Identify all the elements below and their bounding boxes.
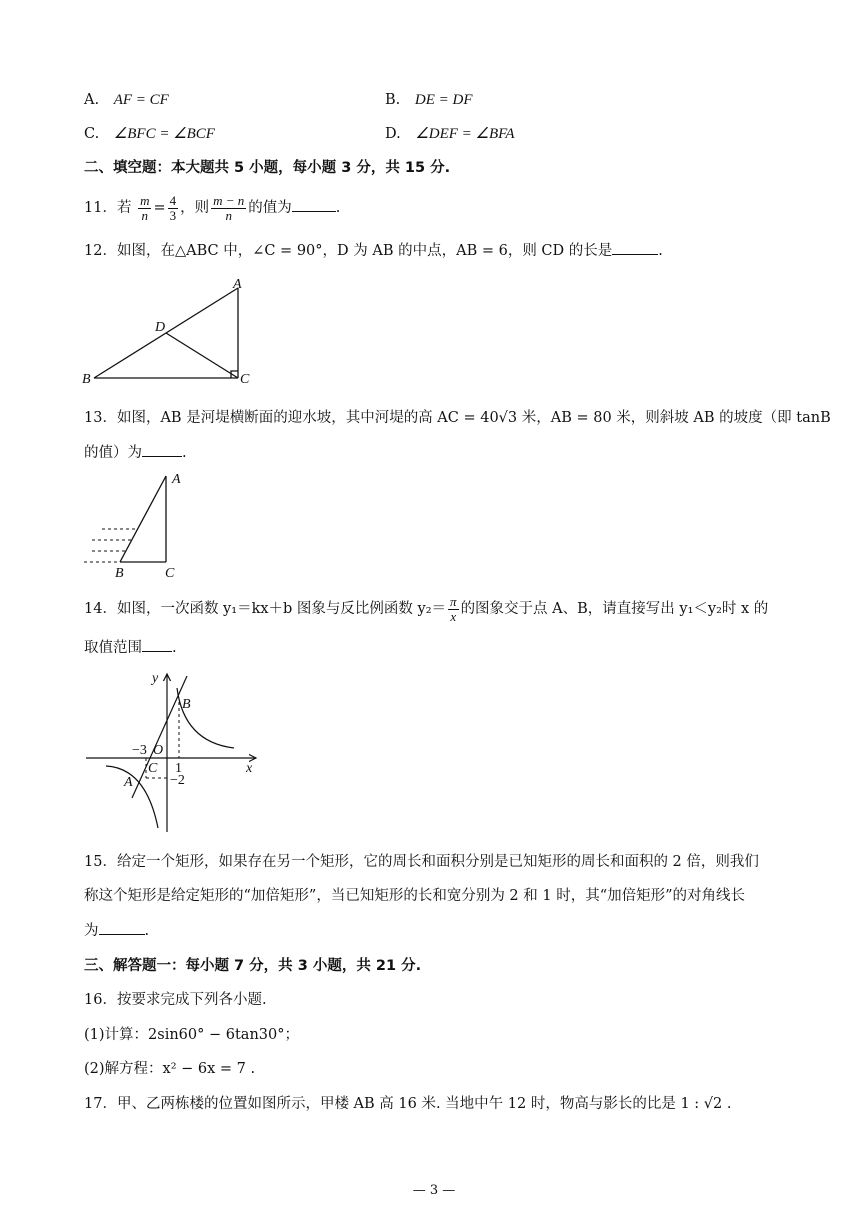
q11-f1-num: m	[140, 192, 150, 208]
q12-answer-blank[interactable]	[612, 240, 658, 255]
q13-label-b: B	[115, 566, 124, 581]
q12-number: 12．	[84, 243, 117, 259]
q11-eq: =	[153, 200, 166, 216]
q11-f2-num: 4	[169, 192, 177, 208]
q14-label-c: C	[148, 761, 158, 776]
q11-end: .	[335, 200, 341, 216]
option-c-text: ∠BFC = ∠BCF	[113, 126, 215, 142]
q15-answer-blank[interactable]	[99, 920, 145, 935]
q11-f3-den: n	[225, 207, 232, 223]
question-16-part-2: (2)解方程：x² − 6x = 7 .	[84, 1061, 256, 1077]
q13-text-1: 如图，AB 是河堤横断面的迎水坡，其中河堤的高 AC = 40√3 米，AB = 80 米，则斜坡 AB 的坡度（即 tanB	[116, 410, 831, 426]
q11-text-2: ，则	[180, 200, 210, 216]
q14-label-o: O	[153, 743, 164, 758]
q14-function-graph	[80, 668, 270, 836]
q13-label-a: A	[172, 472, 181, 487]
q14-text-2: 的图象交于点 A、B，请直接写出 y₁＜y₂时 x 的	[460, 601, 769, 617]
q15-number: 15．	[84, 854, 117, 870]
question-15-line-1	[84, 852, 759, 872]
question-12	[84, 240, 663, 261]
q13-label-c: C	[165, 566, 175, 581]
q15-end: .	[144, 923, 150, 939]
q12-label-d: D	[155, 320, 166, 335]
q11-text-1: 若	[116, 200, 132, 216]
q11-f3-num: m − n	[213, 192, 245, 208]
option-d-label: D.	[385, 126, 401, 142]
q12-text: 如图，在△ABC 中，∠C = 90°，D 为 AB 的中点，AB = 6，则 CD 的长是	[116, 243, 613, 259]
q14-label-b: B	[182, 697, 191, 712]
q14-text-3: 取值范围	[84, 640, 142, 656]
option-a-text: AF = CF	[113, 92, 169, 108]
option-b-label: B.	[385, 92, 401, 108]
q12-end: .	[658, 243, 663, 259]
q14-f-den: x	[450, 608, 457, 624]
q14-label-a: A	[124, 775, 133, 790]
q14-label-y: y	[152, 671, 159, 686]
q11-fraction-3	[211, 194, 246, 223]
q11-answer-blank[interactable]	[292, 197, 336, 212]
option-a-label: A.	[84, 92, 100, 108]
q14-label-1: 1	[175, 761, 182, 776]
question-15-line-3	[84, 920, 149, 941]
option-c-label: C.	[84, 126, 100, 142]
q14-label-minus-3: −3	[132, 743, 147, 758]
q16-number: 16．	[84, 992, 117, 1008]
q11-f2-den: 3	[169, 207, 177, 223]
option-c	[84, 124, 215, 144]
q13-end: .	[182, 445, 187, 461]
question-14-line-1	[84, 592, 768, 626]
question-16	[84, 990, 267, 1010]
q14-text-1: 如图，一次函数 y₁＝kx＋b 图象与反比例函数 y₂＝	[116, 601, 447, 617]
question-15-line-2	[84, 886, 745, 906]
option-d	[385, 124, 515, 144]
q11-fraction-2	[168, 194, 179, 223]
q14-number: 14．	[84, 601, 117, 617]
question-17	[84, 1094, 731, 1114]
q17-text: 甲、乙两栋楼的位置如图所示，甲楼 AB 高 16 米. 当地中午 12 时，物高与影长的比是 1 : √2 .	[116, 1096, 732, 1112]
q14-label-x: x	[246, 761, 253, 776]
q16-text: 按要求完成下列各小题.	[116, 992, 267, 1008]
section-3-title: 三、解答题一：每小题 7 分，共 3 小题，共 21 分.	[84, 958, 422, 974]
question-11	[84, 193, 340, 223]
q14-fraction	[448, 595, 459, 624]
q14-f-num: π	[450, 593, 457, 609]
question-14-line-2	[84, 637, 177, 658]
q13-number: 13．	[84, 410, 117, 426]
q14-label-minus-2: −2	[170, 773, 185, 788]
page-number: — 3 —	[412, 1183, 456, 1198]
q15-text-2: 称这个矩形是给定矩形的“加倍矩形”，当已知矩形的长和宽分别为 2 和 1 时，其“加倍矩形”的对角线长	[84, 888, 746, 904]
q12-segment-cd	[166, 333, 238, 378]
option-b-text: DE = DF	[414, 92, 473, 108]
q11-number: 11．	[84, 200, 117, 216]
q14-answer-blank[interactable]	[142, 637, 172, 652]
option-a	[84, 90, 169, 110]
q15-text-1: 给定一个矩形，如果存在另一个矩形，它的周长和面积分别是已知矩形的周长和面积的 2 倍，则我们	[116, 854, 759, 870]
q12-label-b: B	[82, 372, 91, 387]
q13-slope-figure	[80, 468, 200, 582]
q12-triangle-figure	[80, 274, 260, 390]
q13-text-2: 的值）为	[84, 445, 142, 461]
q11-f1-den: n	[141, 207, 148, 223]
q11-text-3: 的值为	[248, 200, 292, 216]
question-16-part-1: (1)计算：2sin60° − 6tan30°；	[84, 1027, 299, 1043]
q15-text-3: 为	[84, 923, 99, 939]
option-d-text: ∠DEF = ∠BFA	[415, 126, 515, 142]
question-13-line-1	[84, 408, 831, 428]
option-b	[385, 90, 473, 110]
section-2-title: 二、填空题：本大题共 5 小题，每小题 3 分，共 15 分.	[84, 160, 451, 176]
q13-slope-ab	[120, 476, 166, 562]
q14-end: .	[172, 640, 177, 656]
q11-fraction-1	[138, 194, 151, 223]
q13-answer-blank[interactable]	[142, 442, 182, 457]
q12-label-c: C	[240, 372, 250, 387]
q12-label-a: A	[233, 277, 242, 292]
q17-number: 17．	[84, 1096, 117, 1112]
question-13-line-2	[84, 442, 187, 463]
